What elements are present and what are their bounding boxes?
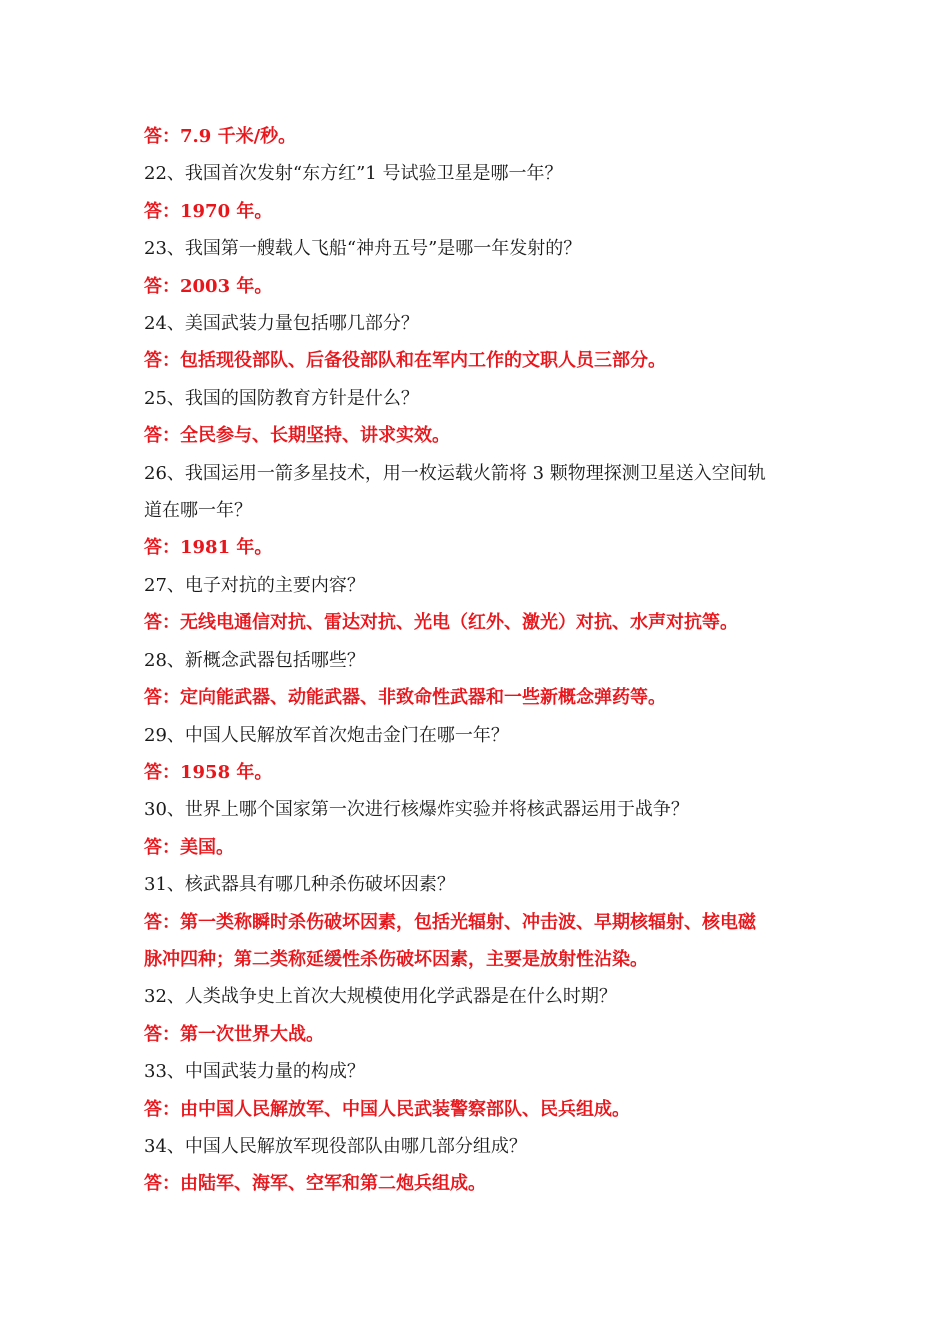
question-line: 34、中国人民解放军现役部队由哪几部分组成？: [144, 1135, 527, 1157]
answer-line: 答：全民参与、长期坚持、讲求实效。: [144, 425, 450, 447]
question-line: 30、世界上哪个国家第一次进行核爆炸实验并将核武器运用于战争？: [144, 799, 689, 821]
answer-line: 答：由陆军、海军、空军和第二炮兵组成。: [144, 1173, 486, 1195]
question-line: 道在哪一年？: [144, 500, 252, 522]
answer-line: 答：1981 年。: [144, 537, 273, 559]
answer-line: 答：包括现役部队、后备役部队和在军内工作的文职人员三部分。: [144, 350, 666, 372]
answer-line: 答：1958 年。: [144, 761, 273, 783]
question-line: 22、我国首次发射“东方红”1 号试验卫星是哪一年？: [144, 163, 563, 185]
question-line: 27、电子对抗的主要内容？: [144, 574, 365, 596]
question-line: 28、新概念武器包括哪些？: [144, 649, 365, 671]
question-line: 29、中国人民解放军首次炮击金门在哪一年？: [144, 724, 509, 746]
question-line: 24、美国武装力量包括哪几部分？: [144, 313, 419, 335]
question-line: 33、中国武装力量的构成？: [144, 1061, 365, 1083]
answer-line: 答：美国。: [144, 836, 234, 858]
question-line: 23、我国第一艘载人飞船“神舟五号”是哪一年发射的？: [144, 238, 582, 260]
question-line: 25、我国的国防教育方针是什么？: [144, 387, 419, 409]
answer-line: 答：由中国人民解放军、中国人民武装警察部队、民兵组成。: [144, 1098, 630, 1120]
answer-line: 答：无线电通信对抗、雷达对抗、光电（红外、激光）对抗、水声对抗等。: [144, 612, 738, 634]
answer-line: 答：定向能武器、动能武器、非致命性武器和一些新概念弹药等。: [144, 687, 666, 709]
answer-line: 脉冲四种；第二类称延缓性杀伤破坏因素，主要是放射性沾染。: [144, 948, 648, 970]
question-line: 31、核武器具有哪几种杀伤破坏因素？: [144, 874, 455, 896]
answer-line: 答：2003 年。: [144, 275, 273, 297]
answer-line: 答：第一类称瞬时杀伤破坏因素，包括光辐射、冲击波、早期核辐射、核电磁: [144, 911, 756, 933]
answer-line: 答：第一次世界大战。: [144, 1023, 324, 1045]
answer-line: 答：7.9 千米/秒。: [144, 126, 297, 147]
qa-text-body: [144, 118, 809, 1203]
question-line: 26、我国运用一箭多星技术，用一枚运载火箭将 3 颗物理探测卫星送入空间轨: [144, 462, 766, 484]
answer-line: 答：1970 年。: [144, 200, 273, 222]
question-line: 32、人类战争史上首次大规模使用化学武器是在什么时期？: [144, 986, 617, 1008]
